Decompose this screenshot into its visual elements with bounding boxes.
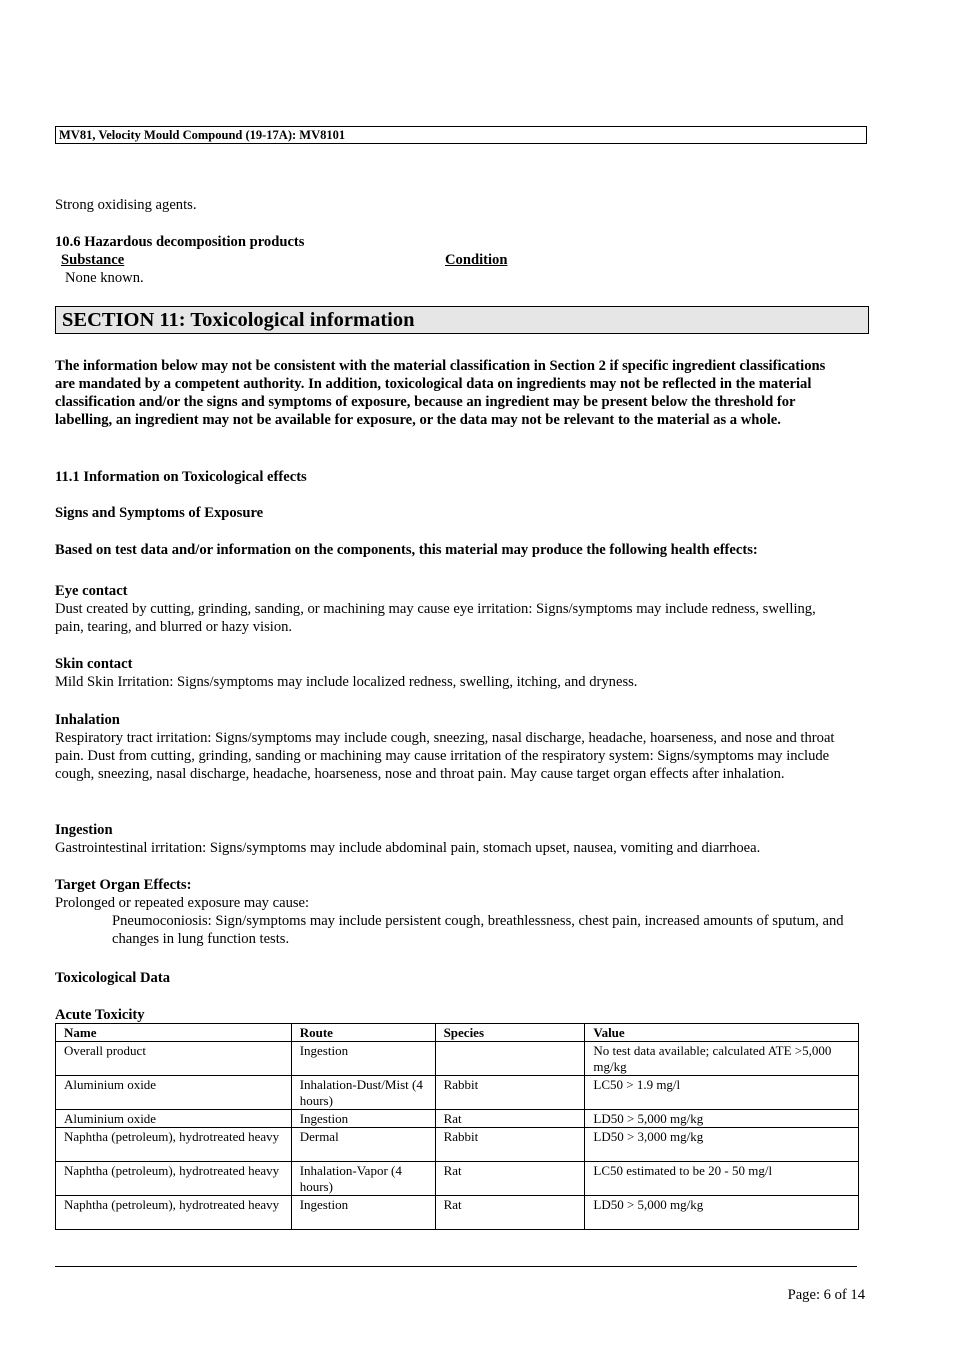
table-cell-species: Rat (435, 1162, 585, 1196)
table-cell-name: Naphtha (petroleum), hydrotreated heavy (56, 1128, 292, 1162)
ingestion-text: Gastrointestinal irritation: Signs/symptoms may include abdominal pain, stomach upset, nausea, vomiting and diarrhoea. (55, 840, 761, 856)
ingestion-heading: Ingestion (55, 822, 113, 838)
eye-contact-heading: Eye contact (55, 583, 128, 599)
table-cell-species: Rabbit (435, 1076, 585, 1110)
document-header: MV81, Velocity Mould Compound (19-17A): MV8101 (55, 126, 867, 144)
table-cell-name: Overall product (56, 1042, 292, 1076)
table-header-row (56, 1024, 859, 1042)
subsection-10-6-title: 10.6 Hazardous decomposition products (55, 234, 305, 250)
incompatible-materials: Strong oxidising agents. (55, 197, 197, 213)
section-11-title: SECTION 11: Toxicological information (55, 306, 869, 334)
condition-column-header: Condition (445, 252, 508, 268)
target-organ-heading: Target Organ Effects: (55, 877, 192, 893)
subsection-11-1-title: 11.1 Information on Toxicological effects (55, 469, 307, 485)
table-cell-route: Ingestion (291, 1110, 435, 1128)
table-cell-route: Dermal (291, 1128, 435, 1162)
table-header-route: Route (291, 1024, 435, 1042)
table-cell-name: Aluminium oxide (56, 1110, 292, 1128)
eye-contact-text: Dust created by cutting, grinding, sanding, or machining may cause eye irritation: Signs/symptoms may include redness, swelling, pain, tearing, and blurred or hazy vision. (55, 601, 816, 635)
decomposition-value: None known. (65, 270, 144, 286)
footer-divider (55, 1266, 857, 1267)
table-row (56, 1162, 859, 1196)
table-cell-value: LD50 > 3,000 mg/kg (585, 1128, 859, 1162)
substance-column-header: Substance (61, 252, 125, 268)
table-cell-name: Aluminium oxide (56, 1076, 292, 1110)
target-organ-text: Prolonged or repeated exposure may cause: (55, 895, 310, 911)
table-row (56, 1196, 859, 1230)
table-row (56, 1042, 859, 1076)
toxicological-data-heading: Toxicological Data (55, 970, 170, 986)
table-cell-species: Rat (435, 1196, 585, 1230)
table-cell-route: Inhalation-Vapor (4 hours) (291, 1162, 435, 1196)
table-cell-route: Ingestion (291, 1042, 435, 1076)
table-header-species: Species (435, 1024, 585, 1042)
table-row (56, 1110, 859, 1128)
table-cell-species (435, 1042, 585, 1076)
table-cell-species: Rat (435, 1110, 585, 1128)
skin-contact-heading: Skin contact (55, 656, 133, 672)
target-organ-detail: Pneumoconiosis: Sign/symptoms may include persistent cough, breathlessness, chest pain, increased amounts of sputum, and changes in lung function tests. (112, 913, 844, 947)
skin-contact-text: Mild Skin Irritation: Signs/symptoms may include localized redness, swelling, itching, and dryness. (55, 674, 638, 690)
table-cell-value: No test data available; calculated ATE >5,000 mg/kg (585, 1042, 859, 1076)
table-cell-value: LD50 > 5,000 mg/kg (585, 1110, 859, 1128)
table-row (56, 1128, 859, 1162)
health-effects-statement: Based on test data and/or information on the components, this material may produce the following health effects: (55, 542, 758, 558)
page-number: Page: 6 of 14 (787, 1287, 865, 1303)
acute-toxicity-heading: Acute Toxicity (55, 1007, 145, 1023)
table-cell-value: LC50 estimated to be 20 - 50 mg/l (585, 1162, 859, 1196)
table-row (56, 1076, 859, 1110)
inhalation-text: Respiratory tract irritation: Signs/symptoms may include cough, sneezing, nasal discharge, headache, hoarseness, and nose and throat pain. Dust from cutting, grinding, sanding or machining may cause irritation of the respiratory system: Signs/symptoms may include cough, sneezing, nasal discharge, headache, hoarseness, nose and throat pain. May cause target organ effects after inhalation. (55, 730, 835, 782)
table-cell-species: Rabbit (435, 1128, 585, 1162)
table-cell-value: LC50 > 1.9 mg/l (585, 1076, 859, 1110)
table-header-name: Name (56, 1024, 292, 1042)
table-cell-name: Naphtha (petroleum), hydrotreated heavy (56, 1162, 292, 1196)
signs-symptoms-heading: Signs and Symptoms of Exposure (55, 505, 264, 521)
table-cell-route: Ingestion (291, 1196, 435, 1230)
table-header-value: Value (585, 1024, 859, 1042)
table-cell-route: Inhalation-Dust/Mist (4 hours) (291, 1076, 435, 1110)
table-cell-value: LD50 > 5,000 mg/kg (585, 1196, 859, 1230)
inhalation-heading: Inhalation (55, 712, 120, 728)
acute-toxicity-table (55, 1023, 859, 1230)
table-cell-name: Naphtha (petroleum), hydrotreated heavy (56, 1196, 292, 1230)
section-11-intro: The information below may not be consistent with the material classification in Section 2 if specific ingredient classifications are mandated by a competent authority. In addition, toxicological data on ingredients may not be reflected in the material classification and/or the signs and symptoms of exposure, because an ingredient may be present below the threshold for labelling, an ingredient may not be available for exposure, or the data may not be relevant to the material as a whole. (55, 358, 826, 428)
